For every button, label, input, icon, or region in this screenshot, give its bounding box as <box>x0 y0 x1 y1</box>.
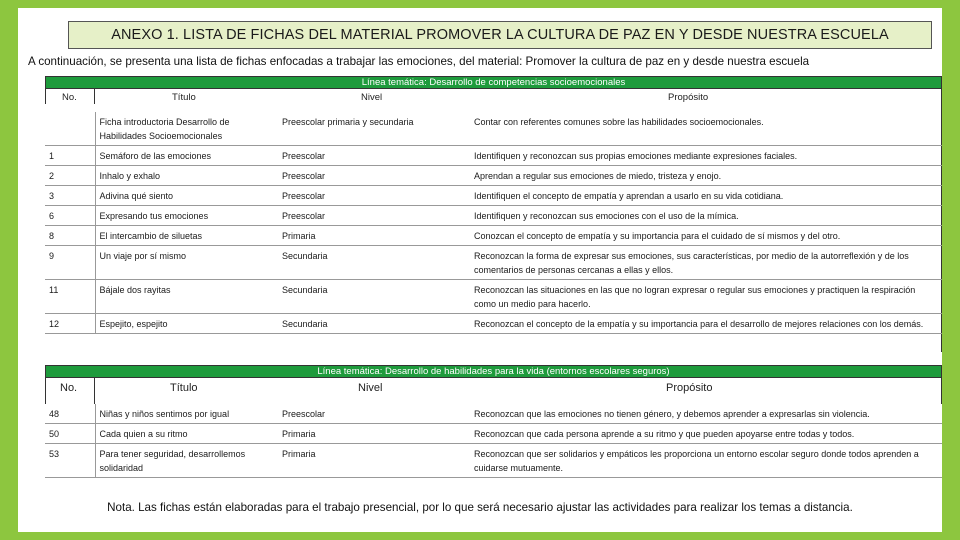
section1-cell-nivel: Preescolar primaria y secundaria <box>278 112 470 146</box>
section1-cell-proposito: Reconozcan el concepto de la empatía y su importancia para el desarrollo de mejores relaciones con los demás. <box>470 314 942 334</box>
section1-row <box>45 186 942 206</box>
section2-header-no: No. <box>60 382 78 394</box>
section1-cell-nivel: Secundaria <box>278 246 470 280</box>
section1-cell-proposito: Aprendan a regular sus emociones de miedo, tristeza y enojo. <box>470 166 942 186</box>
section1-row <box>45 280 942 314</box>
section1-cell-no: 3 <box>45 186 95 206</box>
section1-header-proposito: Propósito <box>668 92 709 103</box>
section2-cell-nivel: Preescolar <box>278 404 470 424</box>
section2-cell-nivel: Primaria <box>278 424 470 444</box>
section2-cell-no: 53 <box>45 444 95 478</box>
section2-band-text: Línea temática: Desarrollo de habilidades para la vida (entornos escolares seguros) <box>317 366 670 377</box>
section1-cell-no: 6 <box>45 206 95 226</box>
section2-cell-no: 50 <box>45 424 95 444</box>
section2-header-titulo: Título <box>170 382 198 394</box>
section2-cell-proposito: Reconozcan que las emociones no tienen género, y debemos aprender a expresarlas sin violencia. <box>470 404 942 424</box>
section2-band <box>45 365 942 378</box>
section1-cell-proposito: Reconozcan la forma de expresar sus emociones, sus características, por medio de la autorreflexión y de los comentarios de personas cercanas a ellas y ellos. <box>470 246 942 280</box>
section2-cell-titulo: Niñas y niños sentimos por igual <box>95 404 278 424</box>
section2-header-proposito: Propósito <box>666 382 713 394</box>
section1-cell-no: 1 <box>45 146 95 166</box>
section1-cell-proposito: Identifiquen el concepto de empatía y aprendan a usarlo en su vida cotidiana. <box>470 186 942 206</box>
section1-cell-titulo: Ficha introductoria Desarrollo de Habilidades Socioemocionales <box>95 112 278 146</box>
section1-cell-nivel: Primaria <box>278 226 470 246</box>
section1-header-nivel: Nivel <box>361 92 383 103</box>
slide-title <box>68 21 932 49</box>
section1-cell-proposito: Contar con referentes comunes sobre las habilidades socioemocionales. <box>470 112 942 146</box>
section1-cell-no: 12 <box>45 314 95 334</box>
section2-cell-proposito: Reconozcan que cada persona aprende a su ritmo y que pueden apoyarse entre todas y todos. <box>470 424 942 444</box>
section1-row <box>45 246 942 280</box>
section1-cell-titulo: Un viaje por sí mismo <box>95 246 278 280</box>
section1-cell-titulo: Espejito, espejito <box>95 314 278 334</box>
section2-border-right <box>941 378 942 404</box>
section1-cell-proposito: Conozcan el concepto de empatía y su importancia para el cuidado de sí mismos y del otro. <box>470 226 942 246</box>
section1-cell-nivel: Preescolar <box>278 146 470 166</box>
section1-table <box>45 112 942 334</box>
section1-cell-no: 9 <box>45 246 95 280</box>
section1-cell-titulo: Inhalo y exhalo <box>95 166 278 186</box>
section2-table <box>45 404 942 478</box>
section1-cell-nivel: Secundaria <box>278 280 470 314</box>
section2-cell-proposito: Reconozcan que ser solidarios y empáticos les proporciona un entorno escolar seguro donde todos aprenden a cuidarse mutuamente. <box>470 444 942 478</box>
section1-cell-proposito: Identifiquen y reconozcan sus emociones con el uso de la mímica. <box>470 206 942 226</box>
section1-cell-titulo: Expresando tus emociones <box>95 206 278 226</box>
section1-row <box>45 112 942 146</box>
section1-row <box>45 226 942 246</box>
section2-header-divider <box>94 378 95 404</box>
section2-row <box>45 424 942 444</box>
section1-row <box>45 146 942 166</box>
section2-cell-no: 48 <box>45 404 95 424</box>
section1-cell-nivel: Preescolar <box>278 186 470 206</box>
section1-cell-titulo: El intercambio de siluetas <box>95 226 278 246</box>
section2-border-left <box>45 378 46 404</box>
section1-cell-titulo: Adivina qué siento <box>95 186 278 206</box>
section1-header-no: No. <box>62 92 77 103</box>
section2-header-nivel: Nivel <box>358 382 383 394</box>
slide <box>18 8 942 532</box>
section1-row <box>45 166 942 186</box>
section2-cell-titulo: Cada quien a su ritmo <box>95 424 278 444</box>
section1-header-titulo: Título <box>172 92 196 103</box>
intro-text: A continuación, se presenta una lista de fichas enfocadas a trabajar las emociones, del material: Promover la cultura de paz en y desde nuestra escuela <box>28 55 810 68</box>
footnote: Nota. Las fichas están elaboradas para el trabajo presencial, por lo que será necesario ajustar las actividades para realizar los temas a distancia. <box>107 501 853 514</box>
slide-title-text: ANEXO 1. LISTA DE FICHAS DEL MATERIAL PROMOVER LA CULTURA DE PAZ EN Y DESDE NUESTRA ESCUELA <box>111 27 889 43</box>
section1-cell-nivel: Preescolar <box>278 166 470 186</box>
section1-band-text: Línea temática: Desarrollo de competencias socioemocionales <box>361 77 626 88</box>
section1-cell-proposito: Reconozcan las situaciones en las que no logran expresar o regular sus emociones y practiquen la respiración como un medio para hacerlo. <box>470 280 942 314</box>
section1-row <box>45 314 942 334</box>
section1-border-left <box>45 88 46 104</box>
section1-cell-nivel: Preescolar <box>278 206 470 226</box>
section1-cell-no: 2 <box>45 166 95 186</box>
section2-row <box>45 444 942 478</box>
section1-header-divider <box>94 88 95 104</box>
section1-cell-titulo: Bájale dos rayitas <box>95 280 278 314</box>
section1-row <box>45 206 942 226</box>
section1-cell-no <box>45 112 95 146</box>
section1-cell-nivel: Secundaria <box>278 314 470 334</box>
section1-cell-proposito: Identifiquen y reconozcan sus propias emociones mediante expresiones faciales. <box>470 146 942 166</box>
section2-cell-titulo: Para tener seguridad, desarrollemos solidaridad <box>95 444 278 478</box>
section1-cell-titulo: Semáforo de las emociones <box>95 146 278 166</box>
section1-band <box>45 76 942 89</box>
section1-cell-no: 8 <box>45 226 95 246</box>
section1-cell-no: 11 <box>45 280 95 314</box>
section2-row <box>45 404 942 424</box>
section2-cell-nivel: Primaria <box>278 444 470 478</box>
